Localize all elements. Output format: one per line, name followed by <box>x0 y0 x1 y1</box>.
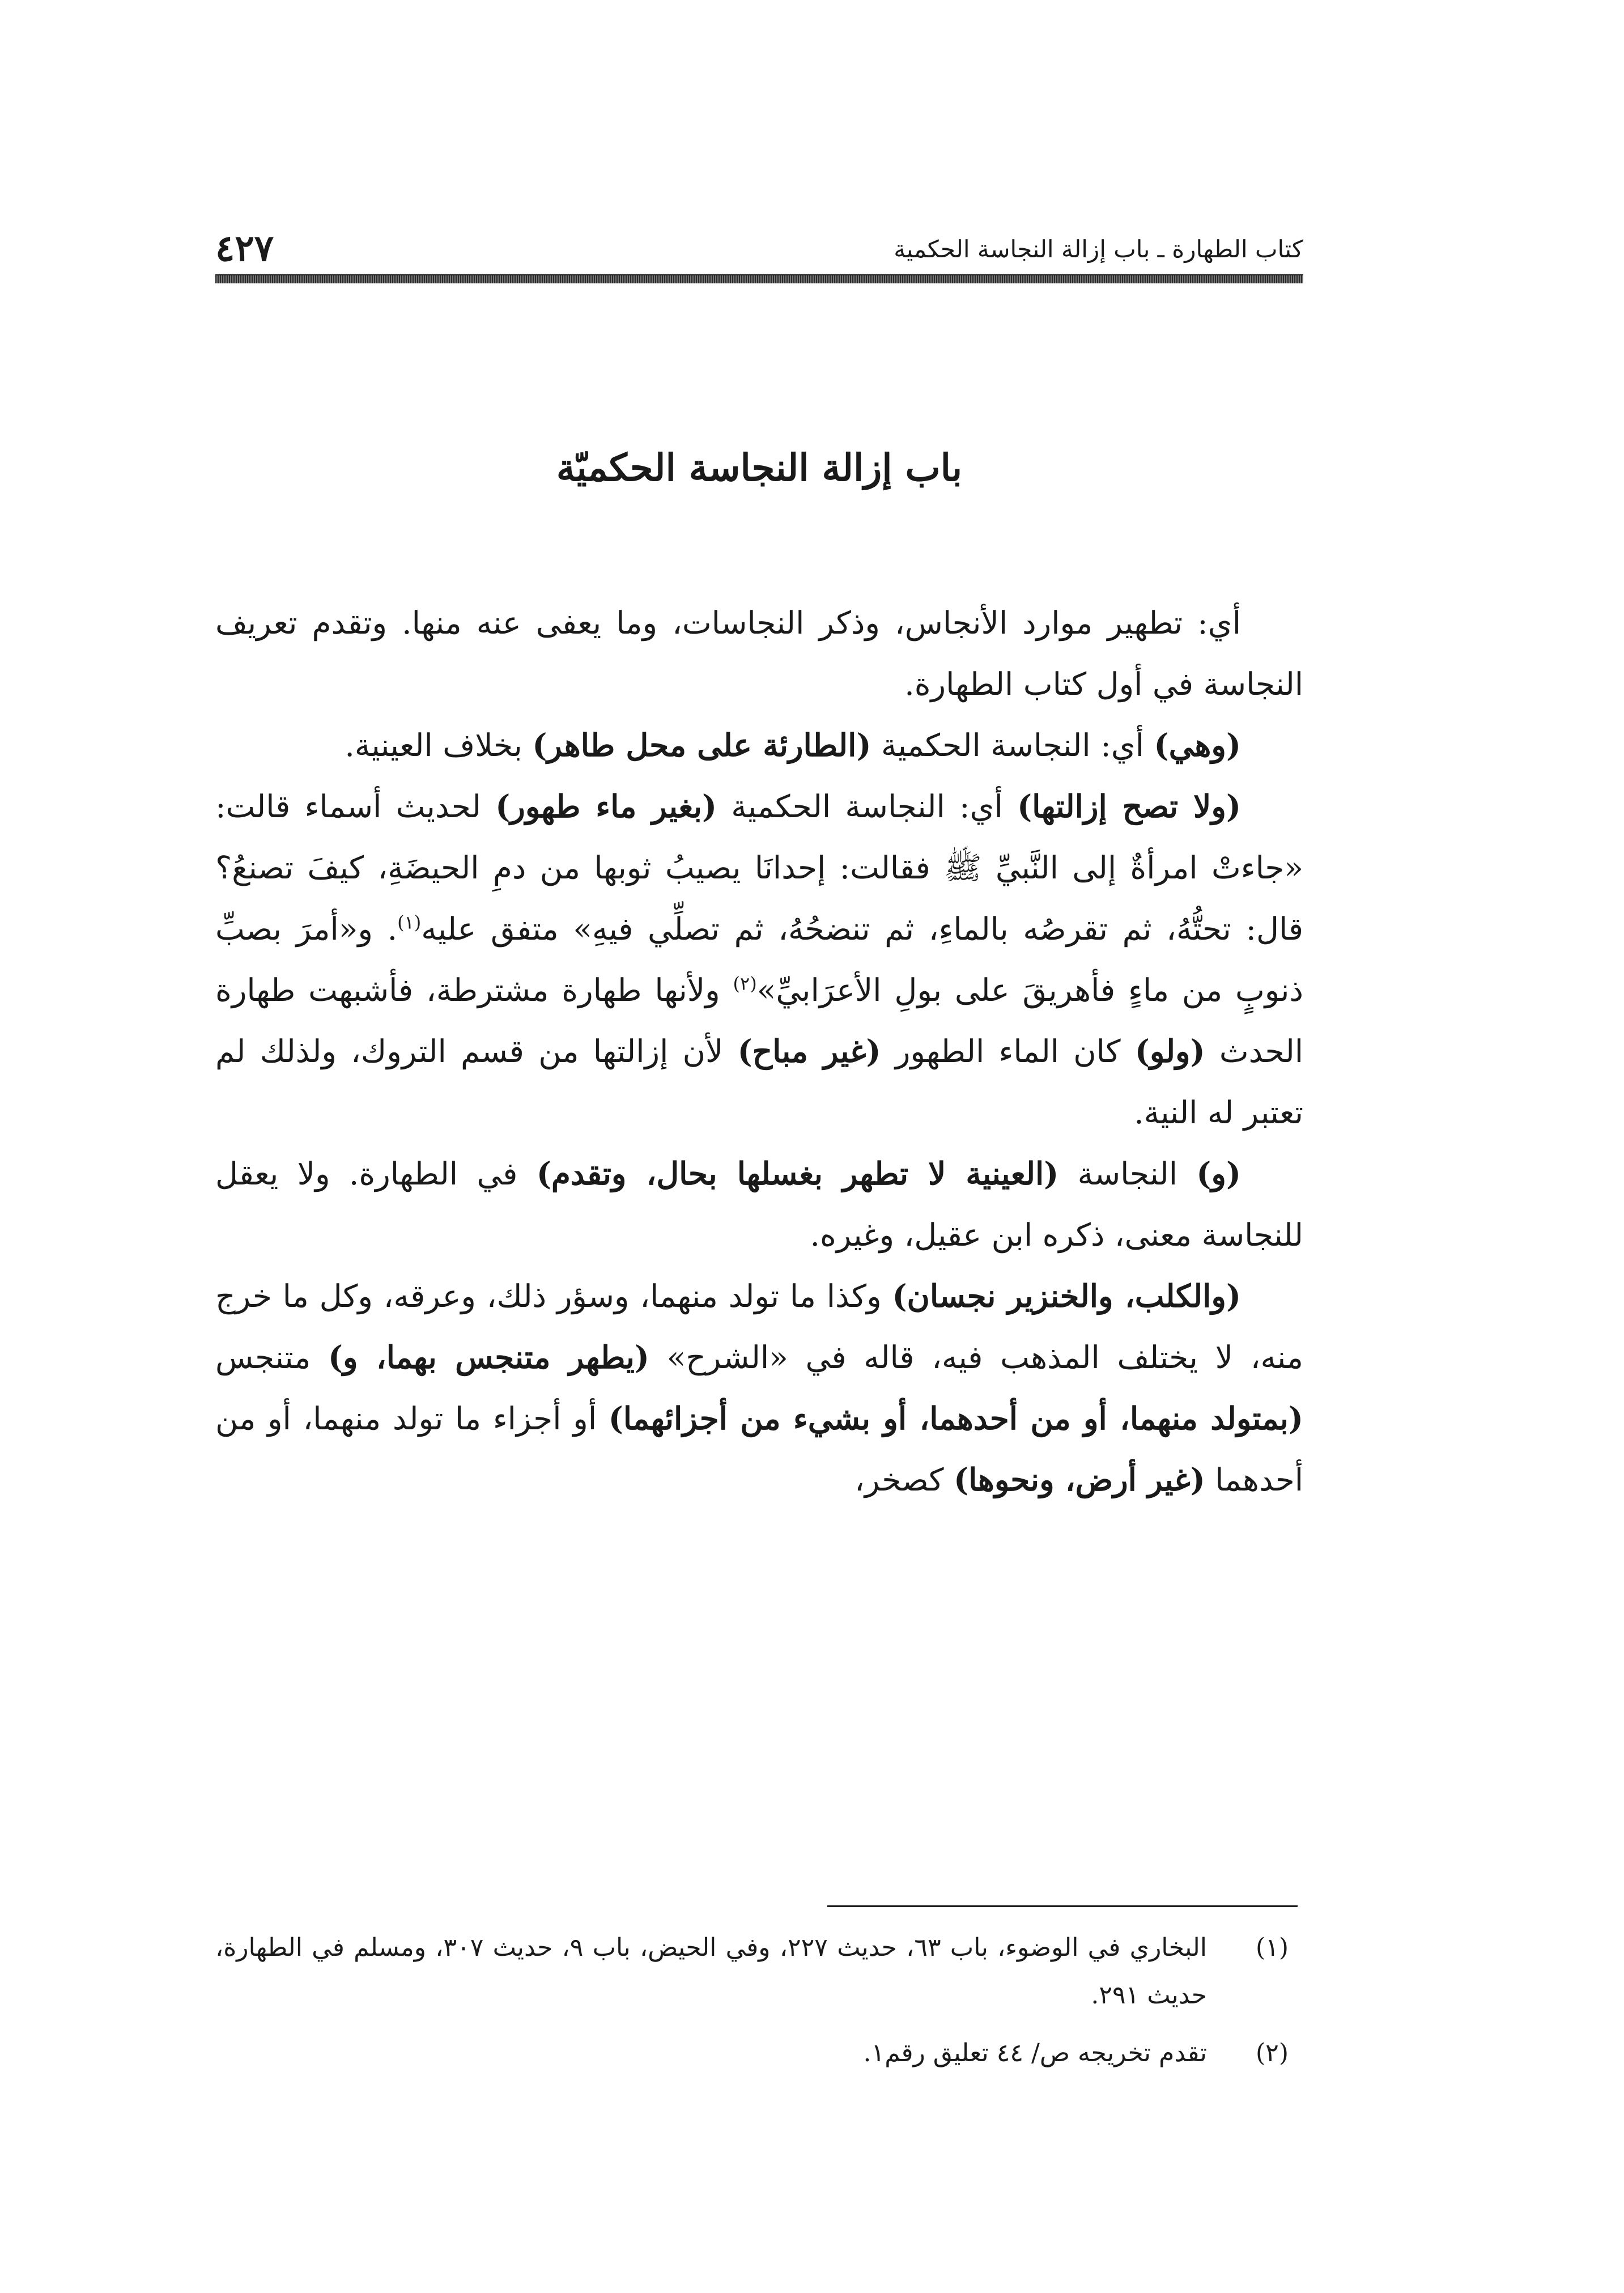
paragraph-text: النجاسة <box>1058 1156 1197 1192</box>
paragraph-text: لحديث أسماء قالت: «جاءتْ امرأةٌ إلى النَّبيِّ ﷺ فقالت: إحدانَا يصيبُ ثوبها من دمِ الحيضَةِ، كيفَ تصنعُ؟ قال: تحتُّهُ، ثم تقرصُه بالماءِ، ثم تنضحُهُ، ثم تصلِّي فيهِ» متفق عليه <box>215 788 1303 947</box>
paragraph-text: . و«أمرَ بصبِّ ذنوبٍ من ماءٍ فأهريقَ على بولِ الأعرَابيِّ» <box>215 911 1303 1008</box>
paragraph-2 <box>215 715 1303 776</box>
paragraph-text: أو أجزاء ما تولد منهما، أو من أحدهما <box>215 1400 1303 1498</box>
paragraph-text: متنجس <box>215 1339 328 1375</box>
bold-term: (بمتولد منهما، أو من أحدهما، أو بشيء من أجزائهما) <box>608 1400 1303 1437</box>
paragraph-1: أي: تطهير موارد الأنجاس، وذكر النجاسات، وما يعفى عنه منها. وتقدم تعريف النجاسة في أول كتاب الطهارة. <box>215 605 1303 702</box>
footnote-text: تقدم تخريجه ص/ ٤٤ تعليق رقم١. <box>863 2039 1207 2067</box>
paragraph-text: أي: النجاسة الحكمية <box>871 727 1154 763</box>
footnote-number: (٢) <box>1256 2039 1289 2067</box>
bold-term: (والكلب، والخنزير نجسان) <box>892 1277 1241 1314</box>
paragraph-text: لأن إزالتها من قسم التروك، ولذلك لم تعتبر له النية. <box>215 1033 1303 1131</box>
paragraph-text: بخلاف العينية. <box>345 727 533 763</box>
body-text <box>215 592 1303 1510</box>
paragraph-text: وكذا ما تولد منهما، وسؤر ذلك، وعرقه، وكل ما خرج منه، لا يختلف المذهب فيه، قاله في «الشرح» <box>215 1278 1303 1375</box>
page-number: ٤٢٧ <box>215 227 274 270</box>
bold-term: (يطهر متنجس بهما، و) <box>328 1339 649 1375</box>
chapter-title: باب إزالة النجاسة الحكميّة <box>556 445 963 490</box>
paragraph-text: أي: النجاسة الحكمية <box>717 788 1018 825</box>
bold-term: (العينية لا تطهر بغسلها بحال، وتقدم) <box>536 1155 1059 1192</box>
header-rule <box>215 274 1303 283</box>
bold-term: (ولو) <box>1134 1033 1205 1069</box>
paragraph-5 <box>215 1266 1303 1510</box>
paragraph-4 <box>215 1143 1303 1266</box>
footnotes <box>215 1924 1303 2077</box>
bold-term: (ولا تصح إزالتها) <box>1017 788 1241 825</box>
paragraph-text: كان الماء الطهور <box>881 1033 1135 1069</box>
bold-term: (غير أرض، ونحوها) <box>954 1461 1205 1498</box>
paragraph-text: في الطهارة. ولا يعقل للنجاسة معنى، ذكره ابن عقيل، وغيره. <box>215 1156 1303 1253</box>
footnote-1 <box>215 1924 1303 2019</box>
bold-term: (الطارئة على محل طاهر) <box>532 727 871 763</box>
paragraph-text: كصخر، <box>854 1462 954 1498</box>
footnote-number: (١) <box>1256 1933 1289 1962</box>
running-title: كتاب الطهارة ـ باب إزالة النجاسة الحكمية <box>894 235 1303 263</box>
page-header <box>215 227 1303 270</box>
footnote-ref-2[interactable]: (٢) <box>733 973 757 995</box>
bold-term: (وهي) <box>1154 727 1241 763</box>
bold-term: (و) <box>1196 1155 1241 1192</box>
footnote-ref-1[interactable]: (١) <box>397 911 422 933</box>
bold-term: (غير مباح) <box>737 1033 881 1069</box>
footnote-text: البخاري في الوضوء، باب ٦٣، حديث ٢٢٧، وفي الحيض، باب ٩، حديث ٣٠٧، ومسلم في الطهارة، حديث ٢٩١. <box>215 1933 1208 2010</box>
footnote-2 <box>215 2029 1303 2077</box>
footnote-rule <box>827 1905 1298 1907</box>
paragraph-3 <box>215 776 1303 1143</box>
bold-term: (بغير ماء طهور) <box>495 788 717 825</box>
paragraph-text: ولأنها طهارة مشترطة، فأشبهت طهارة الحدث <box>215 972 1304 1069</box>
